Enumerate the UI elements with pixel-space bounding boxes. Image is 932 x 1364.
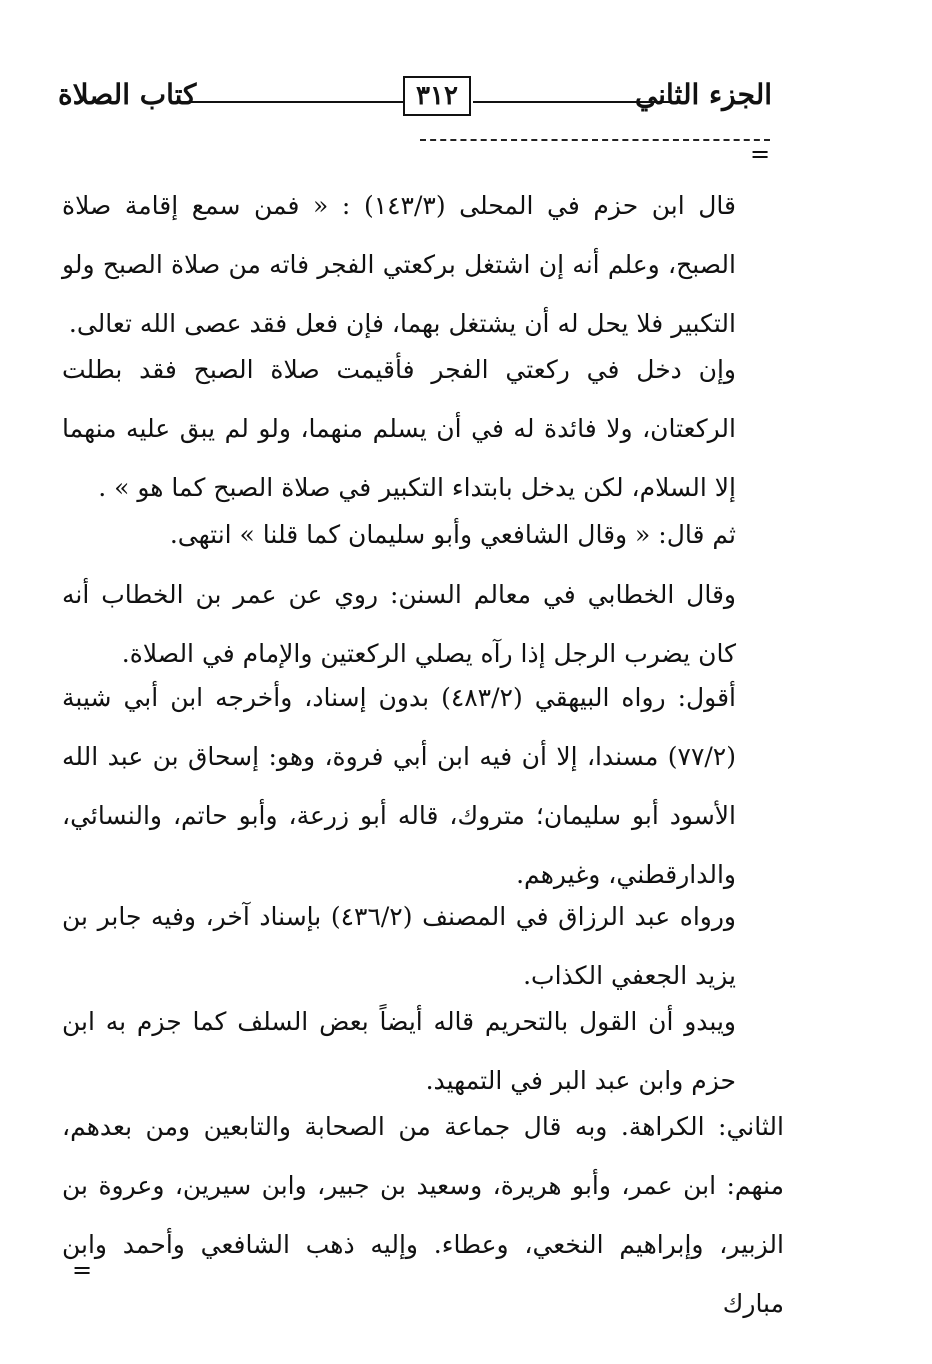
paragraph-then-said: ثم قال: « وقال الشافعي وأبو سليمان كما قلنا » انتهى. bbox=[169, 520, 736, 549]
paragraph-abdurrazzaq: ورواه عبد الرزاق في المصنف (٤٣٦/٢) بإسناد آخر، وفيه جابر بن يزيد الجعفي الكذاب. bbox=[62, 902, 736, 990]
paragraph-ibn-hazm-quote: قال ابن حزم في المحلى (١٤٣/٣) : « فمن سمع إقامة صلاة الصبح، وعلم أنه إن اشتغل بركعتي الفجر فاته من صلاة الصبح ولو التكبير فلا يحل له أن يشتغل بهما، فإن فعل فقد عصى الله تعالى. bbox=[62, 191, 736, 338]
continuation-mark-top: = bbox=[750, 140, 771, 168]
paragraph-khattabi: وقال الخطابي في معالم السنن: روي عن عمر بن الخطاب أنه كان يضرب الرجل إذا رآه يصلي الركعتين والإمام في الصلاة. bbox=[62, 580, 736, 668]
paragraph-tahrim-opinion: ويبدو أن القول بالتحريم قاله أيضاً بعض السلف كما جزم به ابن حزم وابن عبد البر في التمهيد. bbox=[62, 1007, 736, 1095]
continuation-mark-bottom: = bbox=[72, 1256, 93, 1284]
paragraph-second-opinion-karaha: الثاني: الكراهة. وبه قال جماعة من الصحابة والتابعين ومن بعدهم، منهم: ابن عمر، وأبو هريرة، وسعيد بن جبير، وابن سيرين، وعروة بن الزبير، وإبراهيم النخعي، وعطاء. وإليه ذهب الشافعي وأحمد وابن مبارك bbox=[62, 1112, 784, 1318]
page-number-box: ٣١٢ bbox=[403, 76, 471, 116]
header-rule-right bbox=[473, 101, 670, 103]
paragraph-bayhaqi-takhrij: أقول: رواه البيهقي (٤٨٣/٢) بدون إسناد، وأخرجه ابن أبي شيبة (٧٧/٢) مسندا، إلا أن فيه ابن أبي فروة، وهو: إسحاق بن عبد الله الأسود أبو سليمان؛ متروك، قاله أبو زرعة، وأبو حاتم، والنسائي، والدارقطني، وغيرهم. bbox=[62, 683, 736, 889]
dashed-separator bbox=[420, 139, 770, 141]
part-title: الجزء الثاني bbox=[634, 78, 772, 111]
header-rule-left bbox=[185, 101, 403, 103]
book-title: كتاب الصلاة bbox=[58, 78, 197, 111]
paragraph-quote-continued: وإن دخل في ركعتي الفجر فأقيمت صلاة الصبح فقد بطلت الركعتان، ولا فائدة له في أن يسلم منهما، ولو لم يبق عليه منهما إلا السلام، لكن يدخل بابتداء التكبير في صلاة الصبح كما هو » . bbox=[62, 355, 736, 502]
